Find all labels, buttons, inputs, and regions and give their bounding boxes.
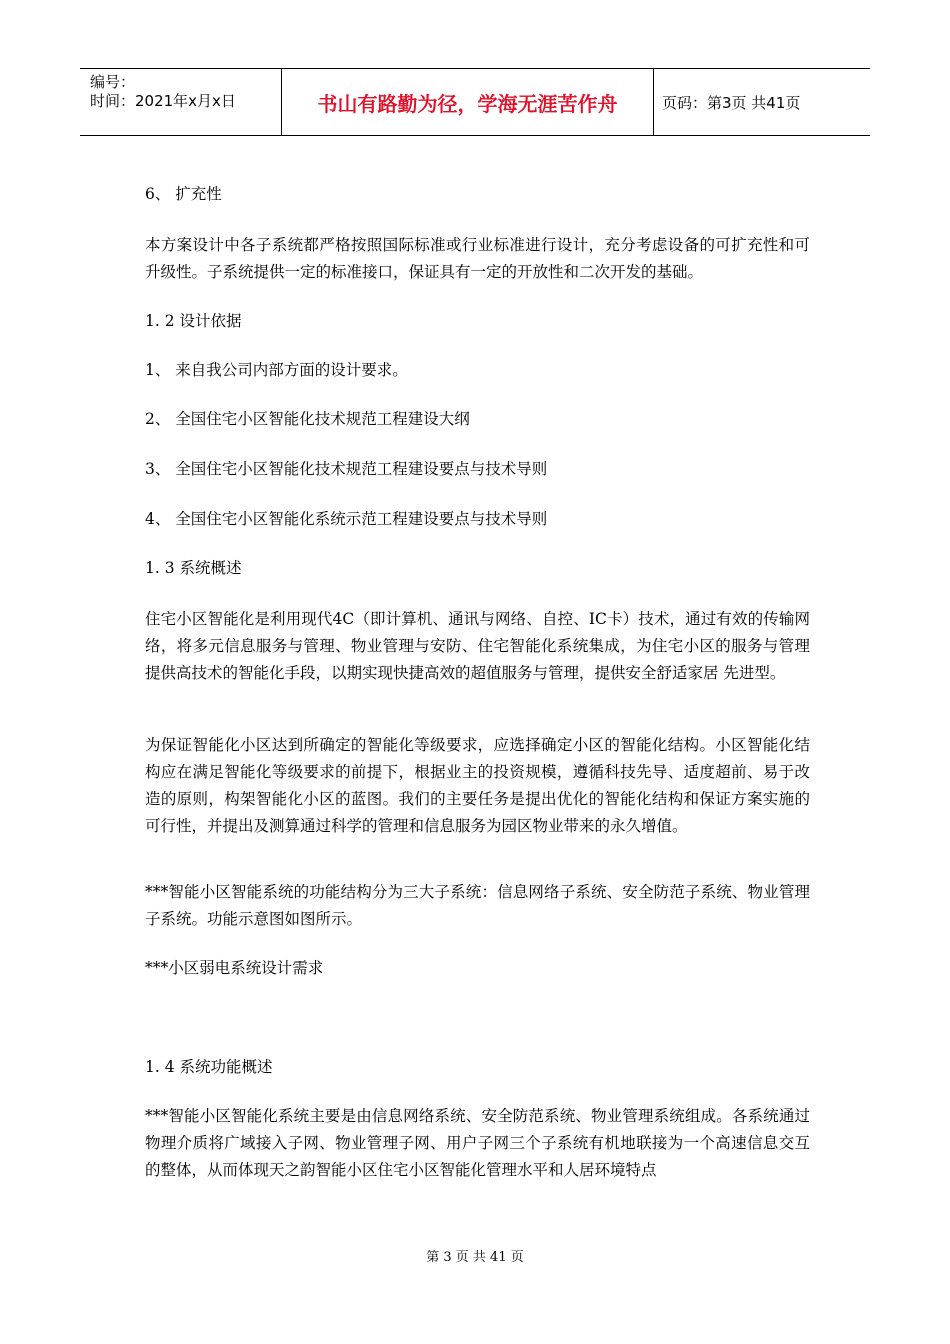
header-motto: 书山有路勤为径，学海无涯苦作舟 — [281, 69, 654, 135]
list-item: 1、 来自我公司内部方面的设计要求。 — [145, 361, 408, 379]
header-page-info: 页码：第3页 共41页 — [662, 93, 801, 112]
document-time-label: 时间：2021年x月x日 — [90, 92, 236, 110]
page-footer: 第 3 页 共 41 页 — [426, 1250, 524, 1265]
list-item: 2、 全国住宅小区智能化技术规范工程建设大纲 — [145, 410, 470, 428]
section-heading: 6、 扩充性 — [145, 185, 222, 203]
list-item: 4、 全国住宅小区智能化系统示范工程建设要点与技术导则 — [145, 510, 548, 528]
paragraph: ***小区弱电系统设计需求 — [145, 959, 324, 977]
paragraph: 本方案设计中各子系统都严格按照国际标准或行业标准进行设计，充分考虑设备的可扩充性和可升级性。子系统提供一定的标准接口，保证具有一定的开放性和二次开发的基础。 — [145, 236, 810, 281]
paragraph: ***智能小区智能系统的功能结构分为三大子系统：信息网络子系统、安全防范子系统、物业管理子系统。功能示意图如图所示。 — [145, 883, 810, 928]
header-meta — [80, 69, 281, 135]
paragraph: 为保证智能化小区达到所确定的智能化等级要求，应选择确定小区的智能化结构。小区智能化结构应在满足智能化等级要求的前提下，根据业主的投资规模，遵循科技先导、适度超前、易于改造的原则，构架智能化小区的蓝图。我们的主要任务是提出优化的智能化结构和保证方案实施的可行性，并提出及测算通过科学的管理和信息服务为园区物业带来的永久增值。 — [145, 736, 810, 835]
document-number-label: 编号： — [90, 73, 136, 91]
list-item: 3、 全国住宅小区智能化技术规范工程建设要点与技术导则 — [145, 460, 548, 478]
paragraph: ***智能小区智能化系统主要是由信息网络系统、安全防范系统、物业管理系统组成。各系统通过物理介质将广域接入子网、物业管理子网、用户子网三个子系统有机地联接为一个高速信息交互的整体，从而体现天之韵智能小区住宅小区智能化管理水平和人居环境特点 — [145, 1107, 810, 1179]
page-header — [80, 68, 870, 136]
section-heading: 1. 4 系统功能概述 — [145, 1058, 273, 1076]
section-heading: 1. 3 系统概述 — [145, 559, 242, 577]
section-heading: 1. 2 设计依据 — [145, 312, 242, 330]
paragraph: 住宅小区智能化是利用现代4C（即计算机、通讯与网络、自控、IC卡）技术，通过有效的传输网络，将多元信息服务与管理、物业管理与安防、住宅智能化系统集成，为住宅小区的服务与管理提供高技术的智能化手段，以期实现快捷高效的超值服务与管理，提供安全舒适家居 先进型。 — [145, 610, 810, 682]
